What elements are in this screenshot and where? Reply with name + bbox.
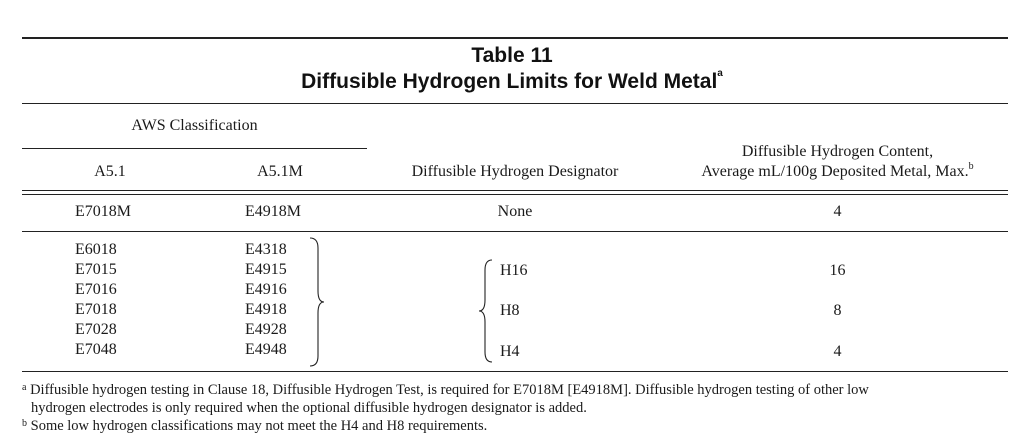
top-rule: [22, 37, 1008, 39]
content-footnote-mark: b: [968, 161, 974, 172]
table-number: [0, 44, 1024, 68]
footnote-a-line2: hydrogen electrodes is only required when the optional diffusible hydrogen designator is added.: [31, 400, 587, 416]
table-title-line1: Table 11: [471, 44, 553, 67]
footnote-a: [22, 381, 1012, 399]
header-content-line2: Average mL/100g Deposited Metal, Max.: [701, 163, 969, 180]
footnote-a-cont: [22, 399, 1012, 417]
header-content-line1: Diffusible Hydrogen Content,: [741, 143, 934, 160]
footnote-a-line1: Diffusible hydrogen testing in Clause 18, Diffusible Hydrogen Test, is required for E7018M [E4918M]. Diffusible hydrogen testing of other low: [30, 382, 869, 398]
header-aws-classification: AWS Classification: [131, 117, 258, 134]
group-a51m-6: E4948: [245, 341, 287, 358]
content-4: 4: [833, 343, 842, 360]
header-double-rule-top: [22, 190, 1008, 191]
group-a51-1: E6018: [75, 241, 117, 258]
footnote-a-mark: a: [22, 382, 27, 393]
row1-designator: None: [497, 203, 533, 220]
title-rule: [22, 103, 1008, 104]
group-a51-2: E7015: [75, 261, 117, 278]
designator-h8: H8: [500, 302, 520, 319]
header-double-rule-bottom: [22, 194, 1008, 195]
content-16: 16: [829, 262, 846, 279]
table-title-line2: Diffusible Hydrogen Limits for Weld Metal: [301, 70, 718, 93]
bottom-rule: [22, 371, 1008, 372]
group-a51m-4: E4918: [245, 301, 287, 318]
aws-classification-rule: [22, 148, 367, 149]
footnote-b: [22, 417, 1012, 435]
footnote-b-text: Some low hydrogen classifications may not meet the H4 and H8 requirements.: [30, 418, 488, 434]
title-footnote-mark: a: [717, 68, 723, 79]
row1-a51m: E4918M: [245, 203, 301, 220]
designator-h16: H16: [500, 262, 528, 279]
header-a51m: A5.1M: [257, 163, 303, 180]
designator-h4: H4: [500, 343, 520, 360]
group-a51m-3: E4916: [245, 281, 287, 298]
header-content: [660, 163, 1015, 181]
row1-rule: [22, 231, 1008, 232]
footnote-b-mark: b: [22, 418, 27, 429]
group-a51-4: E7018: [75, 301, 117, 318]
group-a51m-1: E4318: [245, 241, 287, 258]
group-a51m-5: E4928: [245, 321, 287, 338]
left-brace: [476, 258, 496, 364]
row1-a51: E7018M: [75, 203, 131, 220]
table-title: [0, 70, 1024, 94]
group-a51-5: E7028: [75, 321, 117, 338]
row1-content: 4: [833, 203, 842, 220]
header-a51: A5.1: [94, 163, 126, 180]
group-a51-3: E7016: [75, 281, 117, 298]
group-a51-6: E7048: [75, 341, 117, 358]
content-8: 8: [833, 302, 842, 319]
group-a51m-2: E4915: [245, 261, 287, 278]
header-designator: Diffusible Hydrogen Designator: [411, 163, 619, 180]
right-brace: [308, 236, 328, 368]
